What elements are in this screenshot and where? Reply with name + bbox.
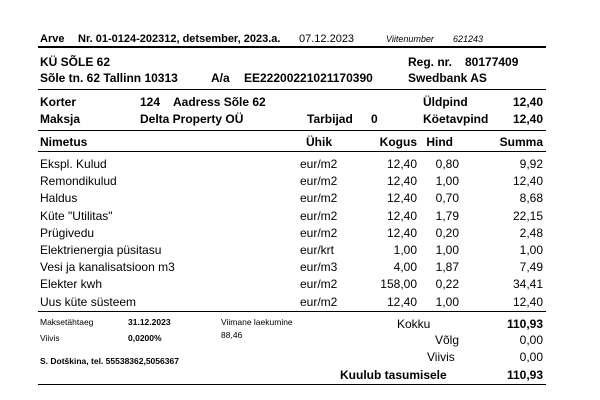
apartment-label: Korter [40, 95, 77, 109]
cell-unit: eur/m3 [300, 260, 338, 275]
cell-sum: 1,00 [519, 243, 543, 257]
apartment-address: Aadress Sõle 62 [173, 95, 266, 109]
cell-name: Elekter kwh [40, 277, 103, 292]
company-address: Sõle tn. 62 Tallinn 10313 [40, 71, 178, 85]
cell-qty: 12,40 [386, 225, 417, 240]
heated-area-label: Köetavpind [423, 112, 489, 126]
cell-qty: 12,40 [386, 208, 417, 223]
cell-unit: eur/m2 [300, 294, 338, 309]
cell-sum: 7,49 [519, 260, 543, 275]
cell-unit: eur/m2 [300, 208, 338, 223]
penalty-sum-value: 0,00 [519, 350, 543, 364]
payable-value: 110,93 [506, 368, 543, 382]
cell-qty: 12,40 [386, 157, 417, 171]
cell-price: 1,87 [435, 260, 459, 275]
col-header-price: Hind [426, 135, 453, 149]
header-divider [38, 46, 546, 48]
penalty-rate-label: Viivis [40, 333, 60, 343]
customer-divider [38, 130, 546, 131]
cell-name: Küte "Utilitas" [40, 208, 113, 223]
bottom-divider [38, 384, 546, 385]
cell-unit: eur/krt [300, 243, 335, 257]
company-divider [38, 89, 546, 90]
due-date-label: Maksetähtaeg [40, 317, 94, 327]
apartment-number: 124 [140, 95, 161, 109]
cell-sum: 12,40 [512, 294, 543, 309]
account-number: EE222002210211703​90 [244, 71, 373, 85]
invoice-number: Nr. 01-0124-202312, detsember, 2023.a. [78, 33, 281, 45]
col-header-sum: Summa [499, 135, 543, 149]
cell-qty: 158,00 [380, 277, 417, 292]
penalty-sum-label: Viivis [427, 350, 455, 364]
cell-name: Remondikulud [40, 174, 117, 189]
col-header-unit: Ühik [306, 135, 333, 149]
cell-qty: 4,00 [393, 260, 417, 275]
cell-unit: eur/m2 [300, 225, 338, 240]
reg-label: Reg. nr. [408, 55, 453, 69]
company-name: KÜ SÕLE 62 [40, 55, 111, 69]
cell-name: Uus küte süsteem [40, 294, 137, 309]
table-footer-divider [38, 311, 546, 312]
payer-label: Maksja [40, 112, 81, 126]
invoice-date: 07.12.2023 [299, 33, 355, 45]
cell-sum: 2,48 [519, 225, 543, 240]
cell-sum: 12,40 [512, 174, 543, 189]
cell-qty: 12,40 [386, 294, 417, 309]
debt-label: Võlg [435, 333, 460, 347]
cell-unit: eur/m2 [300, 277, 338, 292]
last-payment-value: 88,46 [221, 330, 243, 340]
cell-name: Vesi ja kanalisatsioon m3 [40, 260, 175, 275]
cell-name: Elektrienergia püsitasu [40, 243, 162, 257]
cell-qty: 12,40 [386, 191, 417, 206]
consumers-label: Tarbijad [307, 112, 353, 126]
cell-price: 0,20 [435, 225, 459, 240]
cell-price: 0,70 [435, 191, 459, 206]
cell-qty: 12,40 [386, 174, 417, 189]
table-header-divider [38, 151, 546, 152]
bank-name: Swedbank AS [408, 71, 487, 85]
cell-unit: eur/m2 [300, 174, 338, 189]
reference-label: Viitenumber [386, 34, 434, 44]
cell-price: 1,79 [435, 208, 459, 223]
reference-number: 621243 [453, 34, 484, 44]
cell-price: 1,00 [435, 294, 459, 309]
last-payment-label: Viimane laekumine [221, 317, 293, 327]
due-date-value: 31.12.2023 [128, 317, 171, 327]
payer-name: Delta Property OÜ [140, 112, 244, 126]
cell-price: 0,80 [435, 157, 459, 171]
cell-unit: eur/m2 [300, 157, 338, 171]
invoice-label: Arve [40, 33, 65, 45]
cell-name: Prügivedu [40, 225, 95, 240]
cell-sum: 8,68 [519, 191, 543, 206]
cell-sum: 22,15 [512, 208, 543, 223]
cell-name: Ekspl. Kulud [40, 157, 107, 171]
cell-price: 1,00 [435, 174, 459, 189]
contact-info: S. Dotškina, tel. 55538362,5056367 [40, 356, 179, 366]
total-area-value: 12,40 [512, 95, 543, 109]
account-label: A/a [211, 71, 230, 85]
consumers-value: 0 [371, 112, 378, 126]
cell-unit: eur/m2 [300, 191, 338, 206]
total-area-label: Üldpind [423, 95, 468, 109]
col-header-qty: Kogus [379, 135, 417, 149]
cell-price: 1,00 [435, 243, 459, 257]
cell-name: Haldus [40, 191, 78, 206]
cell-sum: 9,92 [519, 157, 543, 171]
cell-price: 0,22 [435, 277, 459, 292]
total-value: 110,93 [506, 317, 543, 331]
penalty-rate-value: 0,0200% [128, 333, 162, 343]
total-label: Kokku [397, 317, 431, 331]
reg-number: 80177409 [465, 55, 519, 69]
debt-value: 0,00 [519, 333, 543, 347]
col-header-name: Nimetus [40, 135, 88, 149]
cell-sum: 34,41 [512, 277, 543, 292]
heated-area-value: 12,40 [512, 112, 543, 126]
cell-qty: 1,00 [393, 243, 417, 257]
payable-label: Kuulub tasumisele [340, 368, 447, 382]
